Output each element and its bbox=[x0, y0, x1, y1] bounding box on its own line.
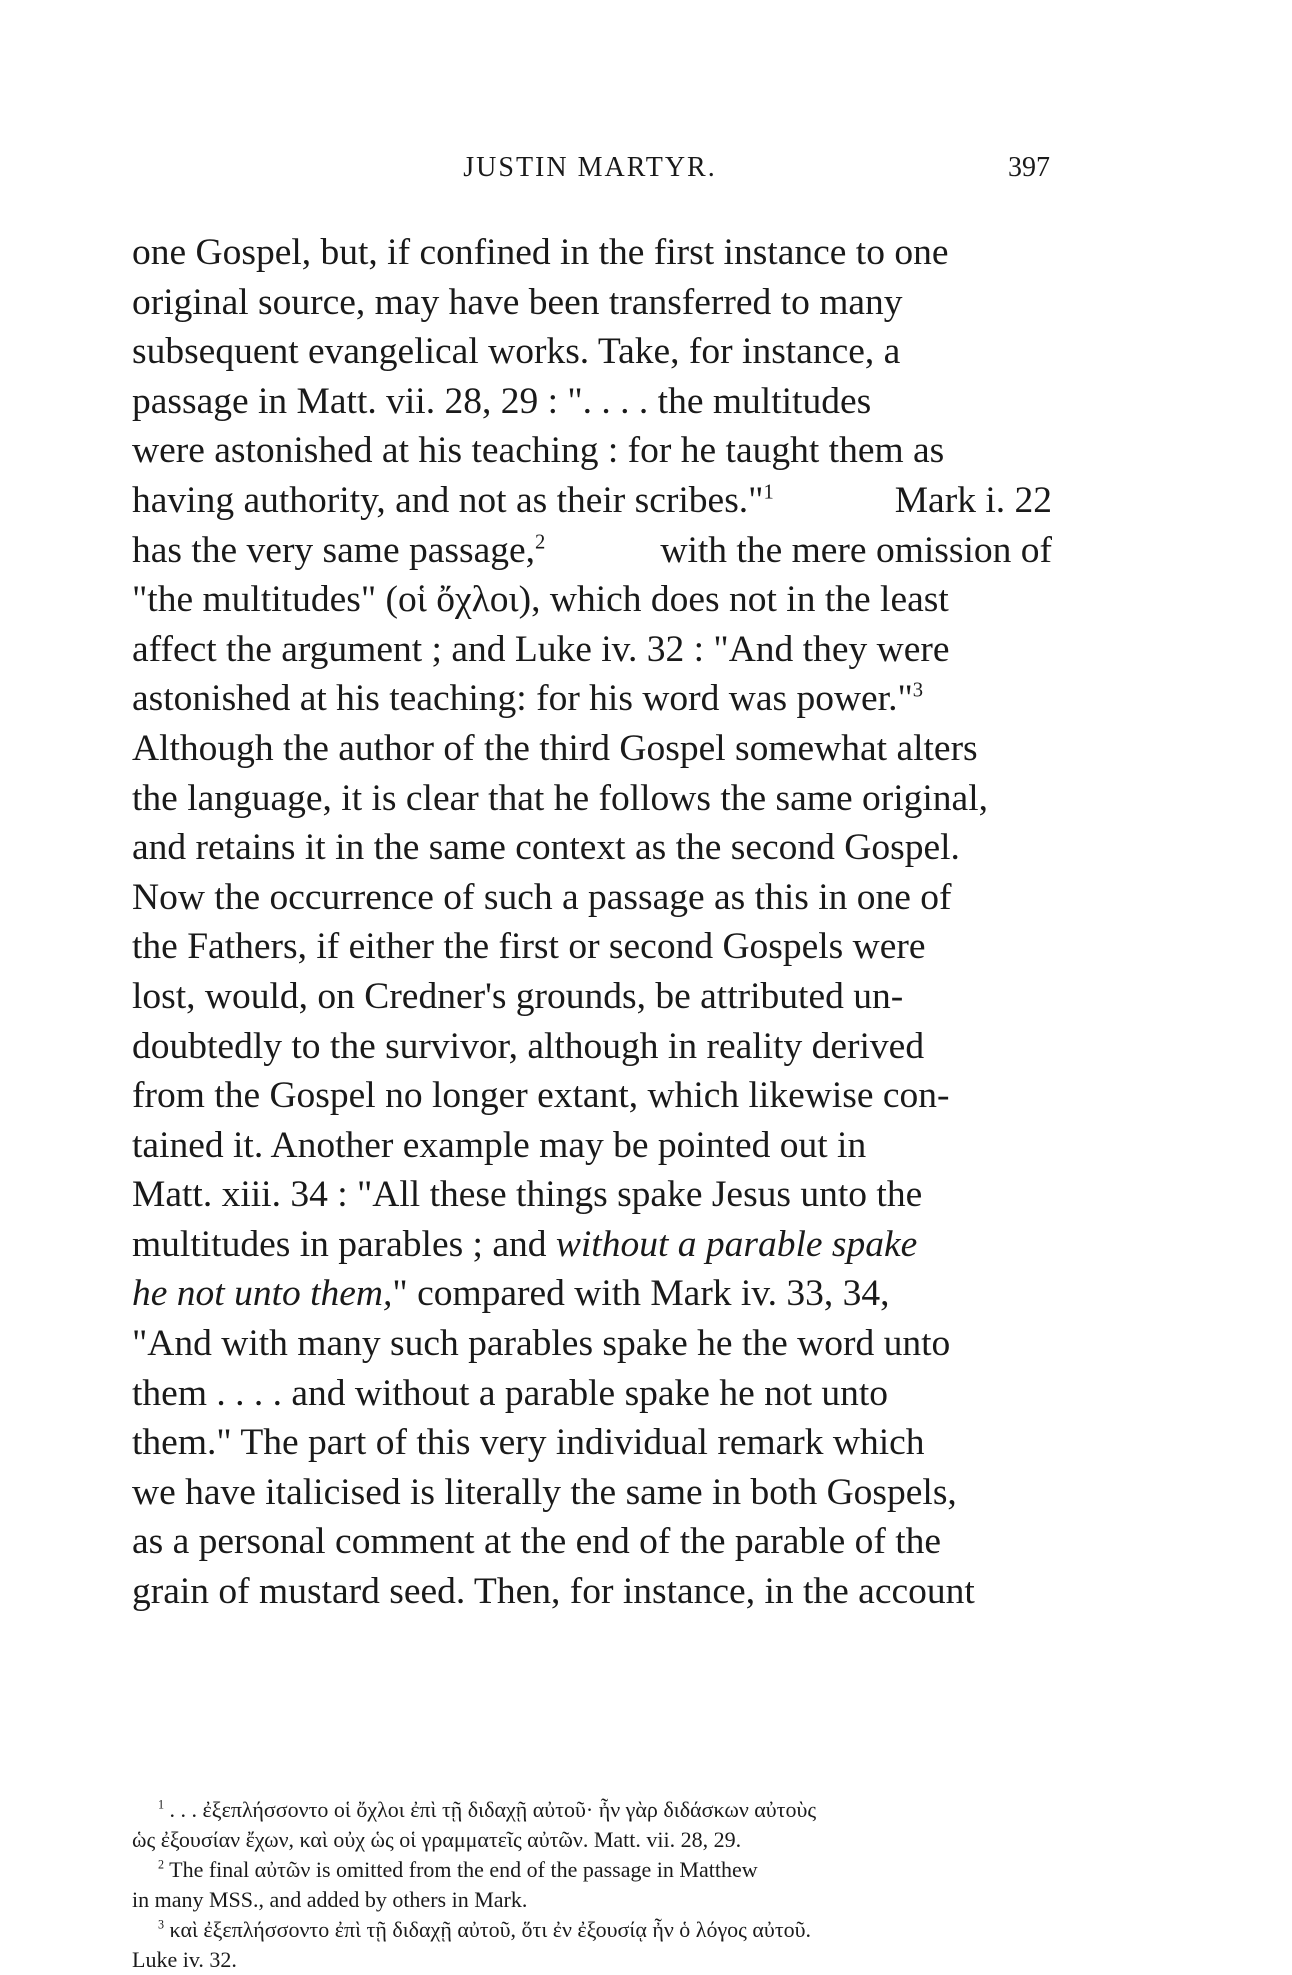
footnote-3-cont: Luke iv. 32. bbox=[132, 1947, 237, 1972]
text-line: the Fathers, if either the first or second Gospels were bbox=[132, 926, 926, 968]
text-line: Although the author of the third Gospel somewhat alters bbox=[132, 727, 978, 769]
text-line: "the multitudes" (οἱ ὄχλοι), which does not in the least bbox=[132, 579, 949, 621]
text-line: and retains it in the same context as the second Gospel. bbox=[132, 827, 960, 869]
footnotes bbox=[132, 1795, 1052, 1975]
text-line: lost, would, on Credner's grounds, be attributed un- bbox=[132, 975, 904, 1017]
text-line: multitudes in parables ; and without a parable spake bbox=[132, 1223, 918, 1265]
text-line: doubtedly to the survivor, although in reality derived bbox=[132, 1025, 925, 1067]
italic-phrase: he not unto them, bbox=[132, 1273, 393, 1315]
text-line: subsequent evangelical works. Take, for instance, a bbox=[132, 331, 901, 373]
text-line: the language, it is clear that he follows the same original, bbox=[132, 777, 988, 819]
text-line: grain of mustard seed. Then, for instance, in the account bbox=[132, 1571, 975, 1613]
running-title: JUSTIN MARTYR. bbox=[463, 152, 717, 183]
page-number: 397 bbox=[1008, 152, 1050, 183]
footnote-2: $^2$ The final αὐτῶν is omitted from the end of the passage in Matthew bbox=[158, 1857, 758, 1882]
text-line: tained it. Another example may be pointed out in bbox=[132, 1124, 867, 1166]
text-line: Matt. xiii. 34 : "All these things spake Jesus unto the bbox=[132, 1174, 923, 1216]
footnote-1: $^1$ . . . ἐξεπλήσσοντο οἱ ὄχλοι ἐπὶ τῇ διδαχῇ αὐτοῦ· ἦν γὰρ διδάσκων αὐτοὺς bbox=[158, 1797, 817, 1822]
text-line: them." The part of this very individual remark which bbox=[132, 1422, 925, 1464]
text-line: he not unto them," compared with Mark iv. 33, 34, bbox=[132, 1273, 890, 1315]
text-line: from the Gospel no longer extant, which likewise con- bbox=[132, 1075, 950, 1117]
footnote-2-cont: in many MSS., and added by others in Mark. bbox=[132, 1887, 528, 1912]
text-line: affect the argument ; and Luke iv. 32 : "And they were bbox=[132, 628, 950, 670]
body-text bbox=[132, 228, 1052, 1617]
text-line: were astonished at his teaching : for he taught them as bbox=[132, 430, 945, 472]
text-line: passage in Matt. vii. 28, 29 : ". . . . the multitudes bbox=[132, 380, 872, 422]
text-line: original source, may have been transferred to many bbox=[132, 281, 903, 323]
text-line: them . . . . and without a parable spake he not unto bbox=[132, 1372, 889, 1414]
footnote-ref-1[interactable]: 1 bbox=[763, 481, 774, 504]
page-header bbox=[130, 152, 1050, 192]
text-line: astonished at his teaching: for his word was power."$^3$ bbox=[132, 678, 924, 720]
text-line: "And with many such parables spake he the word unto bbox=[132, 1323, 951, 1365]
text-line: one Gospel, but, if confined in the first instance to one bbox=[132, 232, 949, 273]
text-line: as a personal comment at the end of the parable of the bbox=[132, 1521, 942, 1563]
text-line: has the very same passage,$^2$ with the mere omission of bbox=[132, 529, 1052, 571]
italic-phrase: without a parable spake bbox=[555, 1223, 918, 1265]
footnote-3: $^3$ καὶ ἐξεπλήσσοντο ἐπὶ τῇ διδαχῇ αὐτοῦ, ὅτι ἐν ἐξουσίᾳ ἦν ὁ λόγος αὐτοῦ. bbox=[158, 1917, 812, 1942]
text-line: Now the occurrence of such a passage as this in one of bbox=[132, 876, 952, 918]
text-line: having authority, and not as their scribes."$^1$ Mark i. 22 bbox=[132, 479, 1052, 521]
text-line: we have italicised is literally the same in both Gospels, bbox=[132, 1471, 957, 1513]
footnote-ref-3[interactable]: 3 bbox=[912, 679, 924, 702]
footnote-1-cont: ὡς ἐξουσίαν ἔχων, καὶ οὐχ ὡς οἱ γραμματεῖς αὐτῶν. Matt. vii. 28, 29. bbox=[132, 1827, 742, 1852]
footnote-ref-2[interactable]: 2 bbox=[534, 531, 546, 554]
